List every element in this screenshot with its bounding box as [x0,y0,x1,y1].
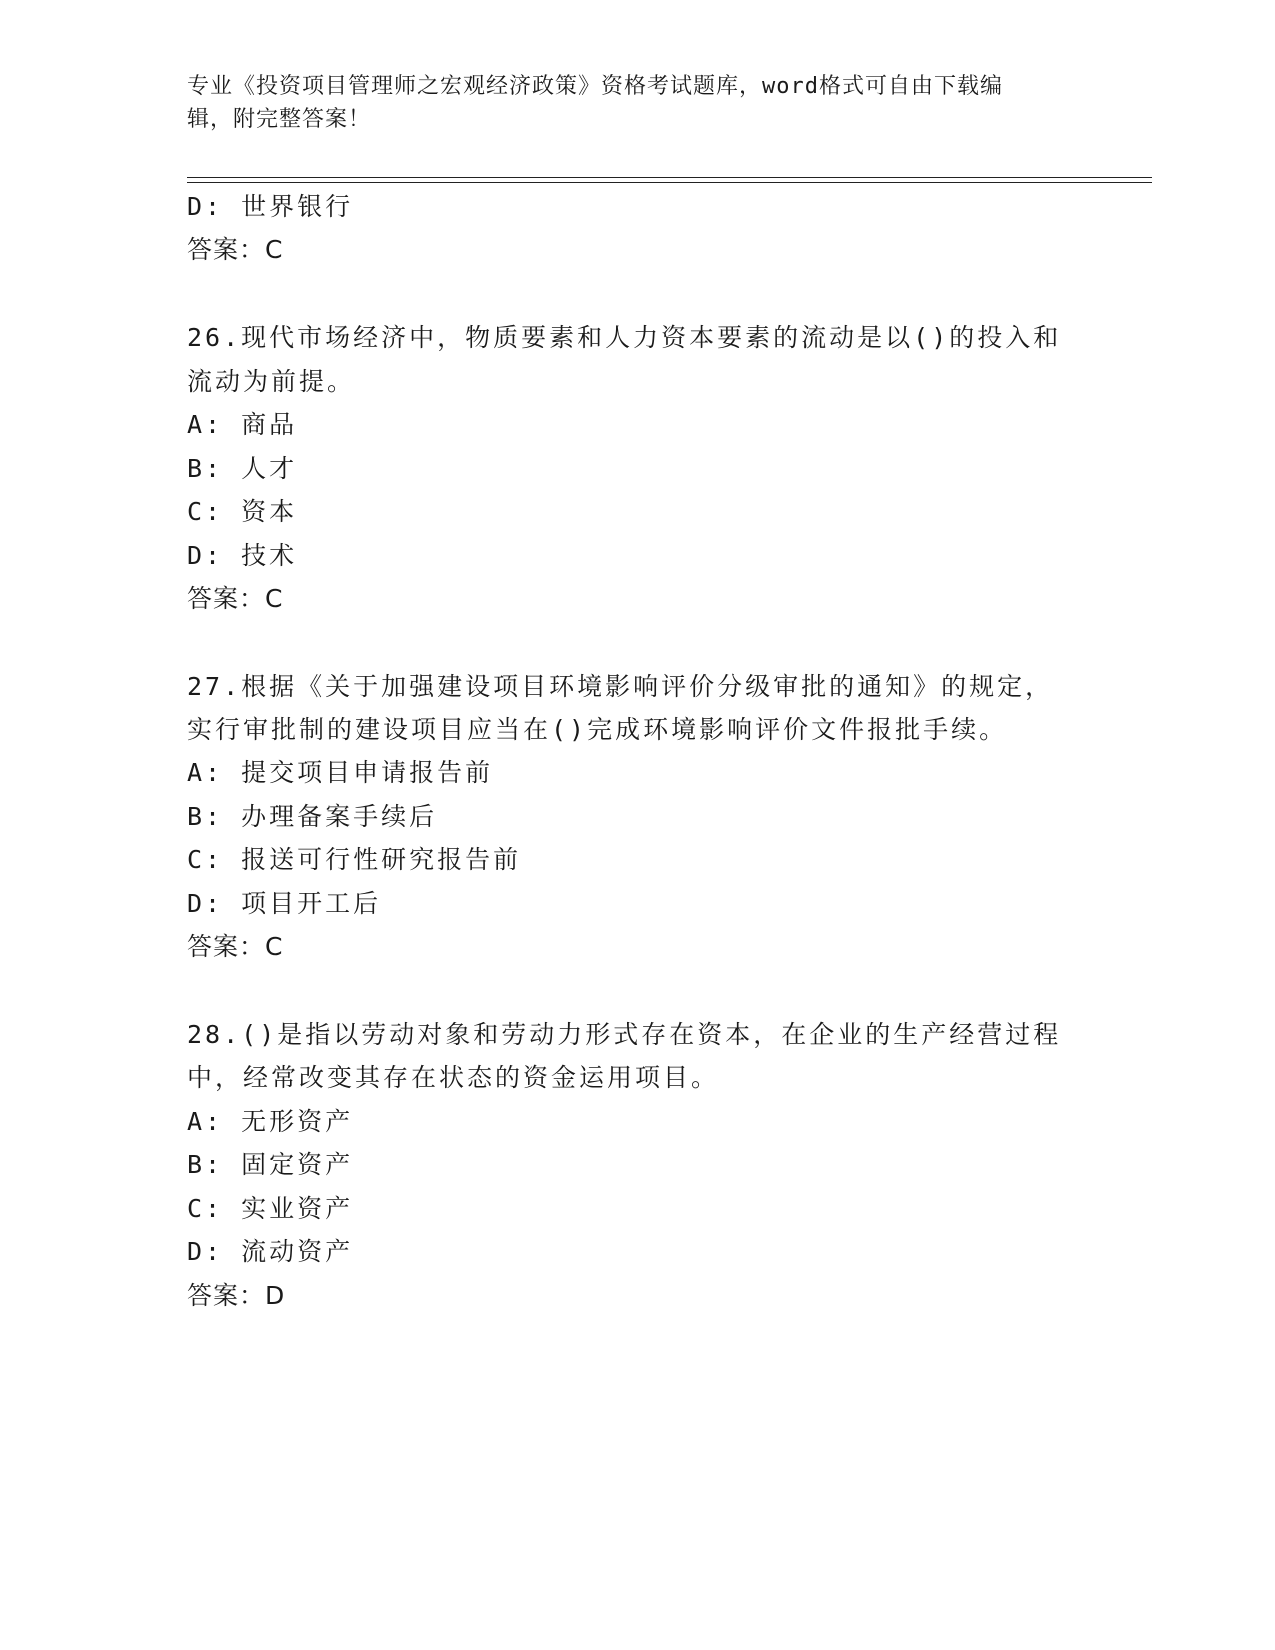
question-26-line-2: 流动为前提。 [187,367,356,396]
question-27-option-d: D: 项目开工后 [187,889,382,918]
question-27-line-2: 实行审批制的建设项目应当在()完成环境影响评价文件报批手续。 [187,715,1008,744]
header-line-1: 专业《投资项目管理师之宏观经济政策》资格考试题库，word格式可自由下载编 [187,74,1003,99]
question-28-option-a: A: 无形资产 [187,1107,354,1136]
question-26-option-a: A: 商品 [187,410,298,439]
prev-option-d: D: 世界银行 [187,192,354,221]
question-27-line-1: 27.根据《关于加强建设项目环境影响评价分级审批的通知》的规定， [187,672,1054,701]
question-26-answer: 答案：C [187,584,284,613]
header-divider-bottom [187,182,1152,183]
question-27-option-a: A: 提交项目申请报告前 [187,758,494,787]
question-28-line-2: 中，经常改变其存在状态的资金运用项目。 [187,1063,720,1092]
question-28-line-1: 28.()是指以劳动对象和劳动力形式存在资本，在企业的生产经营过程 [187,1020,1062,1049]
header-divider-top [187,177,1152,178]
question-28-option-c: C: 实业资产 [187,1194,354,1223]
prev-answer: 答案：C [187,235,284,264]
question-28-answer: 答案：D [187,1281,286,1310]
question-27-answer: 答案：C [187,932,284,961]
question-27-option-b: B: 办理备案手续后 [187,802,438,831]
document-header [187,70,1087,136]
question-28-option-d: D: 流动资产 [187,1237,354,1266]
question-26-option-b: B: 人才 [187,454,298,483]
question-28-option-b: B: 固定资产 [187,1150,354,1179]
question-27-option-c: C: 报送可行性研究报告前 [187,845,522,874]
question-26-line-1: 26.现代市场经济中，物质要素和人力资本要素的流动是以()的投入和 [187,323,1062,352]
question-26-option-d: D: 技术 [187,541,298,570]
header-line-2: 辑，附完整答案！ [187,107,372,132]
question-26-option-c: C: 资本 [187,497,298,526]
